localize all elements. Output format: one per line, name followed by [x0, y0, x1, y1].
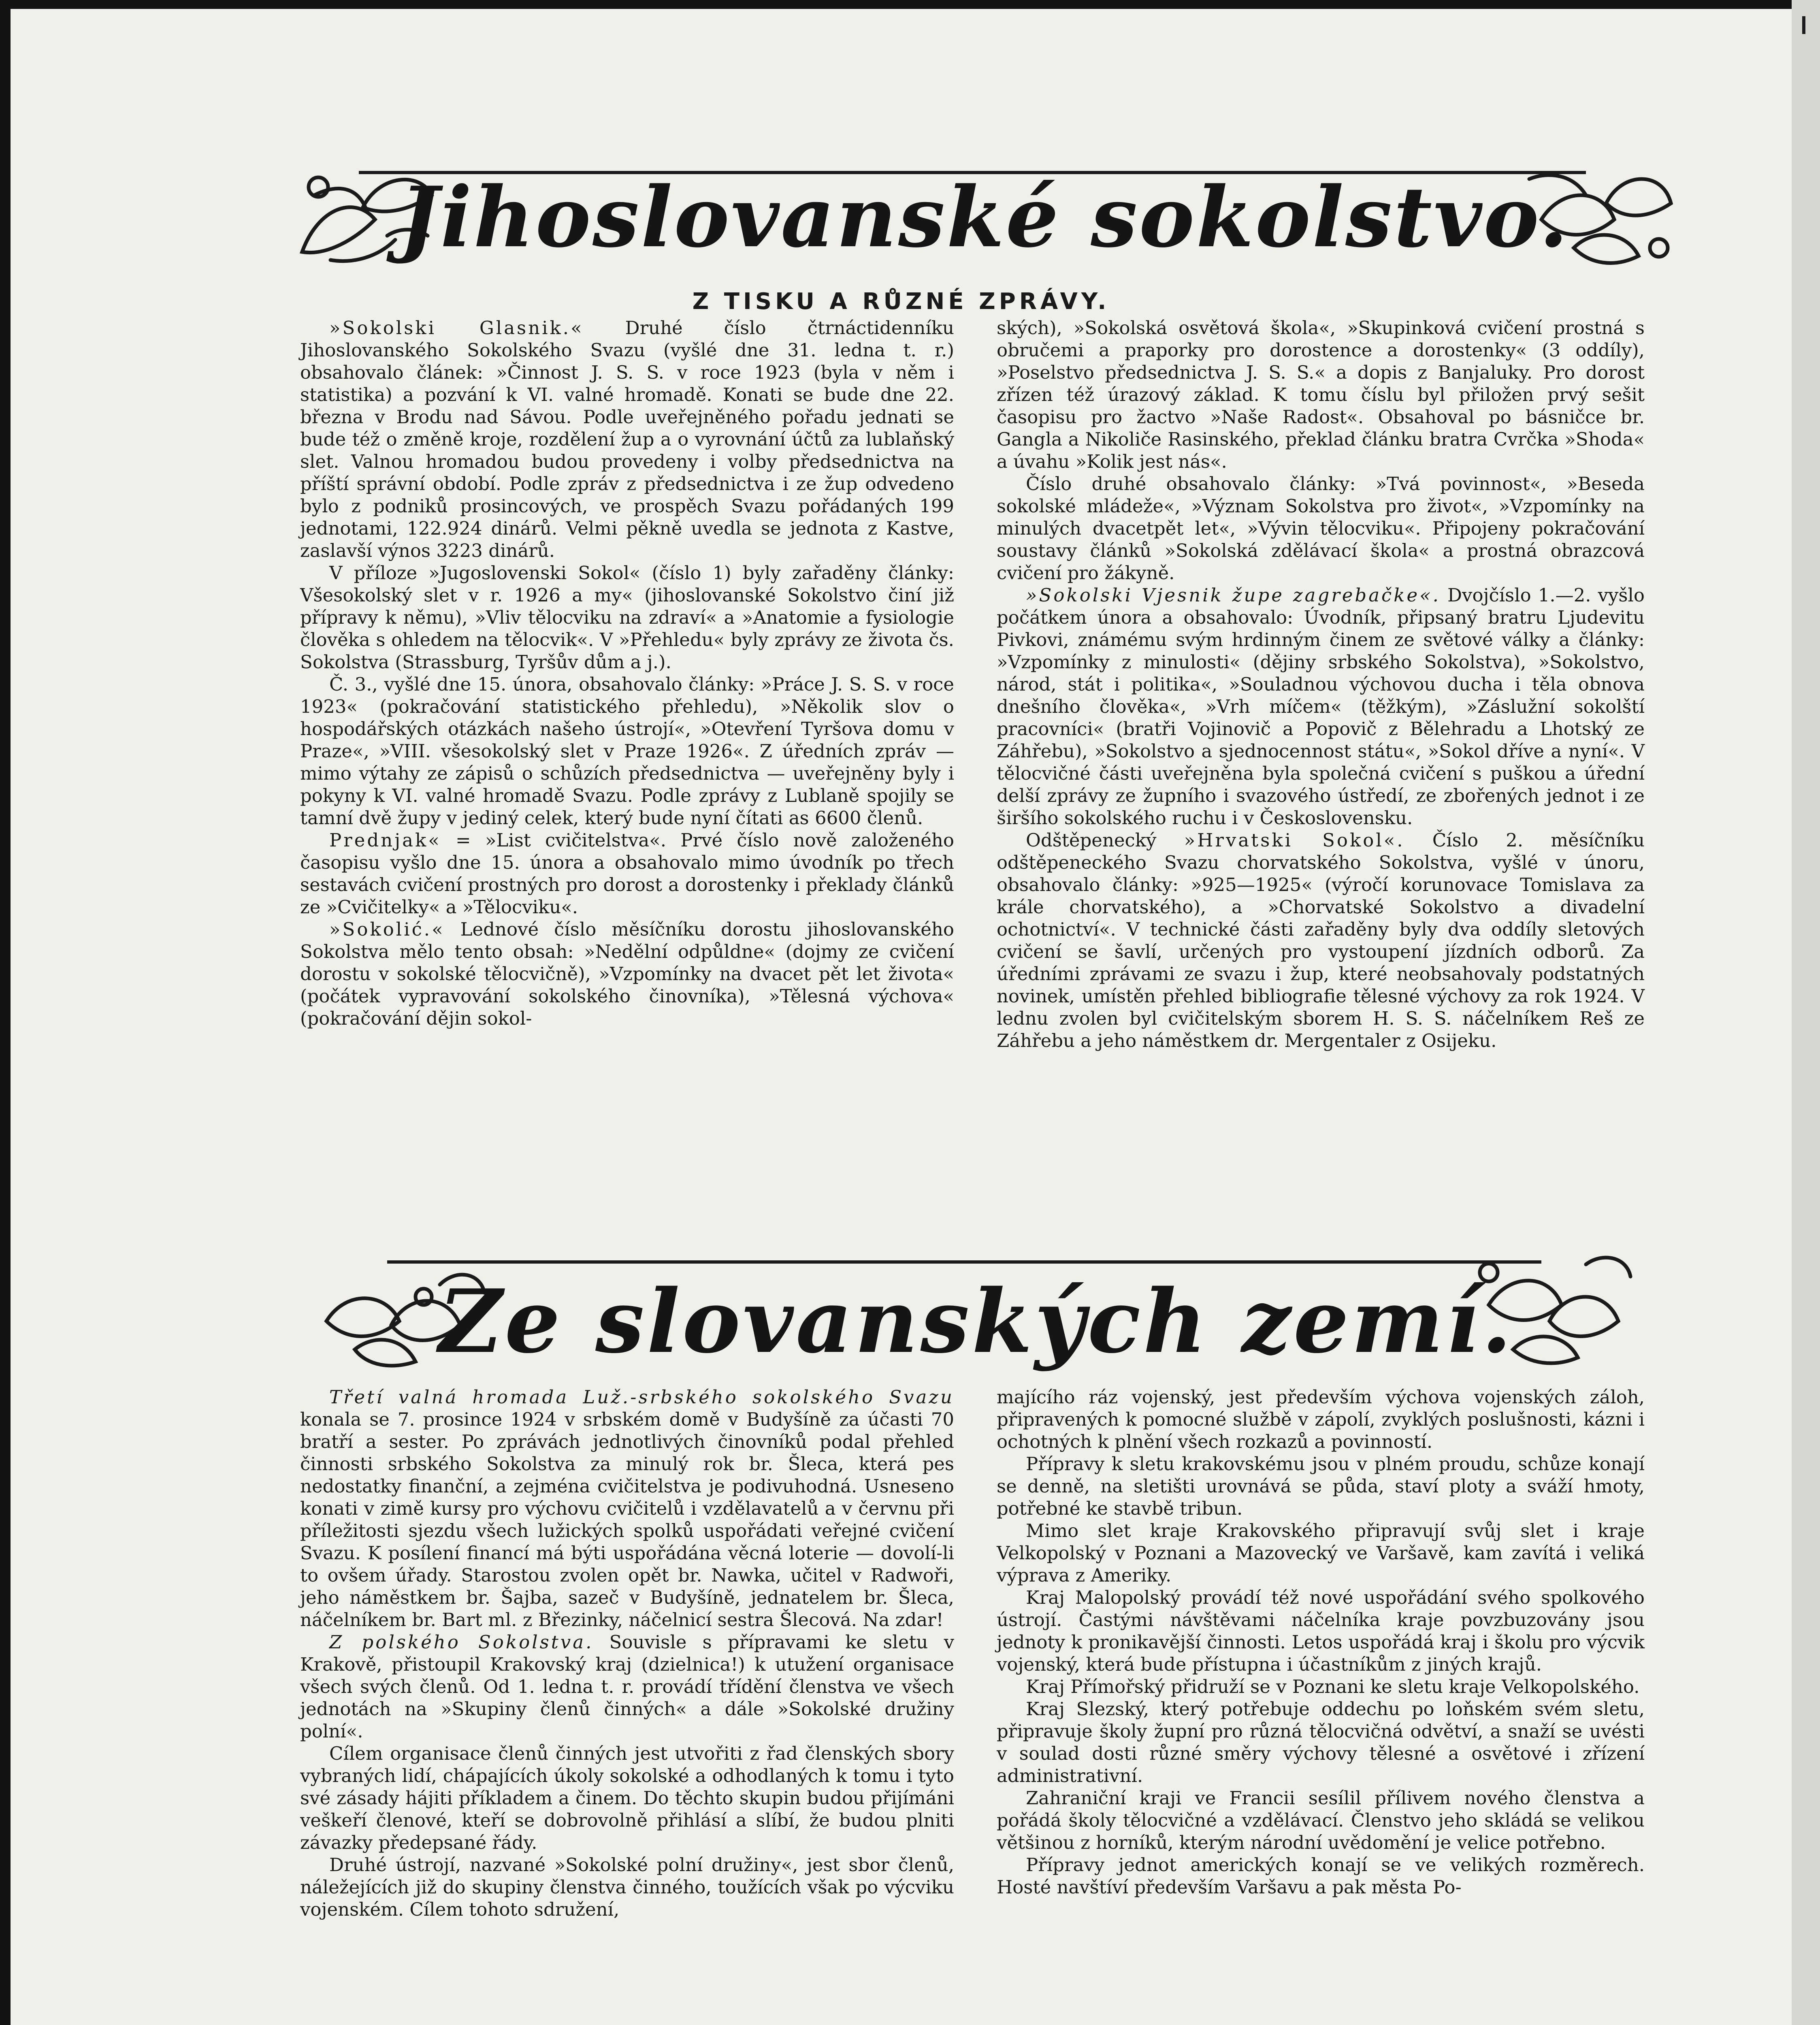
header-title: Jihoslovanské sokolstvo.	[399, 169, 1570, 266]
page-edge	[1792, 0, 1820, 2025]
header-title: Ze slovanských zemí.	[439, 1270, 1514, 1373]
paragraph: majícího ráz vojenský, jest především výchova vojenských záloh, připravených k pomocné službě v zápolí, zvyklých poslušnosti, kázni i ochotných k plnění všech rozkazů a povinností.	[997, 1386, 1645, 1452]
paragraph: Druhé ústrojí, nazvané »Sokolské polní družiny«, jest sbor členů, náležejících již do skupiny členstva činného, toužících však po výcviku vojenském. Cílem tohoto sdružení,	[300, 1854, 954, 1920]
article-column-left-1	[300, 317, 954, 1030]
paragraph: ských), »Sokolská osvětová škola«, »Skupinková cvičení prostná s obručemi a praporky pro dorostence a dorostenky« (3 oddíly), »Poselstvo předsednictva J. S. S.« a dopis z Banjaluky. Pro dorost zřízen též úrazový základ. K tomu číslu byl přiložen prvý sešit časopisu pro žactvo »Naše Radost«. Obsahoval po básničce br. Gangla a Nikoliče Rasinského, překlad článku bratra Cvrčka »Shoda« a úvahu »Kolik jest nás«.	[997, 317, 1645, 472]
header-rule	[387, 1260, 1541, 1264]
paragraph: Mimo slet kraje Krakovského připravují svůj slet i kraje Velkopolský v Poznani a Mazovecký ve Varšavě, kam zavítá i veliká výprava z Ameriky.	[997, 1520, 1645, 1586]
paragraph: Prednjak« = »List cvičitelstva«. Prvé číslo nově založeného časopisu vyšlo dne 15. února a obsahovalo mimo úvodník po třech sestavách cvičení prostných pro dorost a dorostenky i překlady článků ze »Cvičitelky« a »Tělocviku«.	[300, 829, 954, 918]
paragraph: Č. 3., vyšlé dne 15. února, obsahovalo články: »Práce J. S. S. v roce 1923« (pokračování statistického přehledu), »Několik slov o hospodářských otázkách našeho ústrojí«, »Otevření Tyršova domu v Praze«, »VIII. všesokolský slet v Praze 1926«. Z úředních zpráv — mimo výtahy ze zápisů o schůzích předsednictva — uveřejněny byly i pokyny k VI. valné hromadě Svazu. Podle zprávy z Lublaně spojily se tamní dvě župy v jediný celek, který bude nyní čítati as 6600 členů.	[300, 674, 954, 829]
paragraph: Přípravy k sletu krakovskému jsou v plném proudu, schůze konají se denně, na sletišti urovnává se půda, staví ploty a sváží hmoty, potřebné ke stavbě tribun.	[997, 1453, 1645, 1519]
paragraph: »Sokolski Glasnik.« Druhé číslo čtrnáctidenníku Jihoslovanského Sokolského Svazu (vyšlé dne 31. ledna t. r.) obsahovalo článek: »Činnost J. S. S. v roce 1923 (byla v něm i statistika) a pozvání k VI. valné hromadě. Konati se bude dne 22. března v Brodu nad Sávou. Podle uveřejněného pořadu jednati se bude též o změně kroje, rozdělení žup a o vyrovnání účtů za lublaňský slet. Valnou hromadou budou provedeny i volby předsednictva na příští správní období. Podle zpráv z předsednictva i ze žup odvedeno bylo z podniků prosincových, ve prospěch Svazu pořádaných 199 jednotami, 122.924 dinárů. Velmi pěkně uvedla se jednota z Kastve, zaslavší výnos 3223 dinárů.	[300, 317, 954, 561]
magazine-page	[11, 9, 1792, 2025]
edge-mark	[1802, 16, 1805, 34]
paragraph: »Sokolski Vjesnik župe zagrebačke«. Dvojčíslo 1.—2. vyšlo počátkem února a obsahovalo: Úvodník, připsaný bratru Ljudevitu Pivkovi, známému svým hrdinným činem ze světové války a články: »Vzpomínky z minulosti« (dějiny srbského Sokolstva), »Sokolstvo, národ, stát i politika«, »Souladnou výchovou ducha i těla obnova dnešního člověka«, »Vrh míčem« (těžkým), »Záslužní sokolští pracovníci« (bratři Vojinovič a Popovič z Bělehradu a Lhotský ze Záhřebu), »Sokolstvo a sjednocennost státu«, »Sokol dříve a nyní«. V tělocvičné části uveřejněna byla společná cvičení s puškou a úřední delší zprávy ze župního i svazového ústředí, ze zbořených jednot i ze širšího sokolského ruchu i v Československu.	[997, 584, 1645, 829]
section-header-ze-slovanskych-zemi	[318, 1244, 1635, 1378]
paragraph: Cílem organisace členů činných jest utvořiti z řad členských sbory vybraných lidí, chápajících úkoly sokolské a odhodlaných k tomu i tyto své zásady hájiti příkladem a činem. Do těchto skupin budou přijímáni veškeří členové, kteří se dobrovolně přihlásí a slíbí, že budou plniti závazky předepsané řády.	[300, 1743, 954, 1853]
section-subheading: Z TISKU A RŮZNÉ ZPRÁVY.	[692, 288, 1110, 315]
article-column-right-2	[997, 1386, 1645, 1898]
leaf-ornament-right-icon	[1525, 155, 1679, 272]
paragraph: Třetí valná hromada Luž.-srbského sokolského Svazu konala se 7. prosince 1924 v srbském domě v Budyšíně za účasti 70 bratří a sester. Po zprávách jednotlivých činovníků podal přehled činnosti srbského Sokolstva za minulý rok br. Šleca, která pes nedostatky finanční, a zejména cvičitelstva je podivuhodná. Usneseno konati v zimě kursy pro výchovu cvičitelů i vzdělavatelů a v červnu při příležitosti sjezdu všech lužických spolků uspořádati veřejné cvičení Svazu. K posílení financí má býti uspořádána věcná loterie — dovolí-li to ovšem úřady. Starostou zvolen opět br. Nawka, učitel v Radwoři, jeho náměstkem br. Šajba, sazeč v Budyšíně, jednatelem br. Šleca, náčelníkem br. Bart ml. z Březinky, náčelnicí sestra Šlecová. Na zdar!	[300, 1386, 954, 1631]
paragraph: Přípravy jednot amerických konají se ve velikých rozměrech. Hosté navštíví především Varšavu a pak města Po-	[997, 1854, 1645, 1898]
paragraph: Z polského Sokolstva. Souvisle s přípravami ke sletu v Krakově, přistoupil Krakovský kraj (dzielnica!) k utužení organisace všech svých členů. Od 1. ledna t. r. provádí třídění členstva ve všech jednotách na »Skupiny členů činných« a dále »Sokolské družiny polní«.	[300, 1631, 954, 1742]
section-header-jihoslovanske	[290, 143, 1679, 276]
paragraph: Kraj Malopolský provádí též nové uspořádání svého spolkového ústrojí. Častými návštěvami náčelníka kraje povzbuzovány jsou jednoty k pronikavější činnosti. Letos uspořádá kraj i školu pro výcvik vojenský, která bude přístupna i účastníkům z jiných krajů.	[997, 1587, 1645, 1675]
paragraph: »Sokolić.« Lednové číslo měsíčníku dorostu jihoslovanského Sokolstva mělo tento obsah: »Nedělní odpůldne« (dojmy ze cvičení dorostu v sokolské tělocvičně), »Vzpomínky na dvacet pět let života« (počátek vypravování sokolského činovníka), »Tělesná výchova« (pokračování dějin sokol-	[300, 919, 954, 1029]
article-column-left-2	[300, 1386, 954, 1921]
paragraph: Kraj Přímořský přidruží se v Poznani ke sletu kraje Velkopolského.	[1026, 1676, 1640, 1697]
paragraph: Zahraniční kraji ve Francii sesílil přílivem nového členstva a pořádá školy tělocvičné a vzdělávací. Členstvo jeho skládá se velikou většinou z horníků, kterým národní uvědomění je velice potřebno.	[997, 1787, 1645, 1853]
paragraph: V příloze »Jugoslovenski Sokol« (číslo 1) byly zařaděny články: Všesokolský slet v r. 1926 a my« (jihoslovanské Sokolstvo činí již přípravy k němu), »Vliv tělocviku na zdraví« a »Anatomie a fysiologie člověka s ohledem na tělocvik«. V »Přehledu« byly zprávy ze života čs. Sokolstva (Strassburg, Tyršův dům a j.).	[300, 562, 954, 673]
leaf-ornament-right-icon	[1464, 1248, 1635, 1370]
article-column-right-1	[997, 317, 1645, 1052]
paragraph: Kraj Slezský, který potřebuje oddechu po loňském svém sletu, připravuje školy župní pro různá tělocvičná odvětví, a snaží se uvésti v soulad dosti různé směry výchovy tělesné a osvětové i zřízení administrativní.	[997, 1698, 1645, 1786]
paragraph: Odštěpenecký »Hrvatski Sokol«. Číslo 2. měsíčníku odštěpeneckého Svazu chorvatského Sokolstva, vyšlé v únoru, obsahovalo články: »925—1925« (výročí korunovace Tomislava za krále chorvatského), a »Chorvatské Sokolstvo a divadelní ochotnictví«. V technické části zařaděny byly dva oddíly sletových cvičení se šavlí, určených pro vystoupení jízdních odborů. Za úředními zprávami ze svazu i žup, které neobsahovaly podstatných novinek, umístěn přehled bibliografie tělesné výchovy za rok 1924. V lednu zvolen byl cvičitelským sborem H. S. S. náčelníkem Reš ze Záhřebu a jeho náměstkem dr. Mergentaler z Osijeku.	[997, 829, 1645, 1051]
paragraph: Číslo druhé obsahovalo články: »Tvá povinnost«, »Beseda sokolské mládeže«, »Význam Sokolstva pro život«, »Vzpomínky na minulých dvacetpět let«, »Vývin tělocviku«. Připojeny pokračování soustavy článků »Sokolská zdělávací škola« a prostná obrazcová cvičení pro žákyně.	[997, 473, 1645, 584]
